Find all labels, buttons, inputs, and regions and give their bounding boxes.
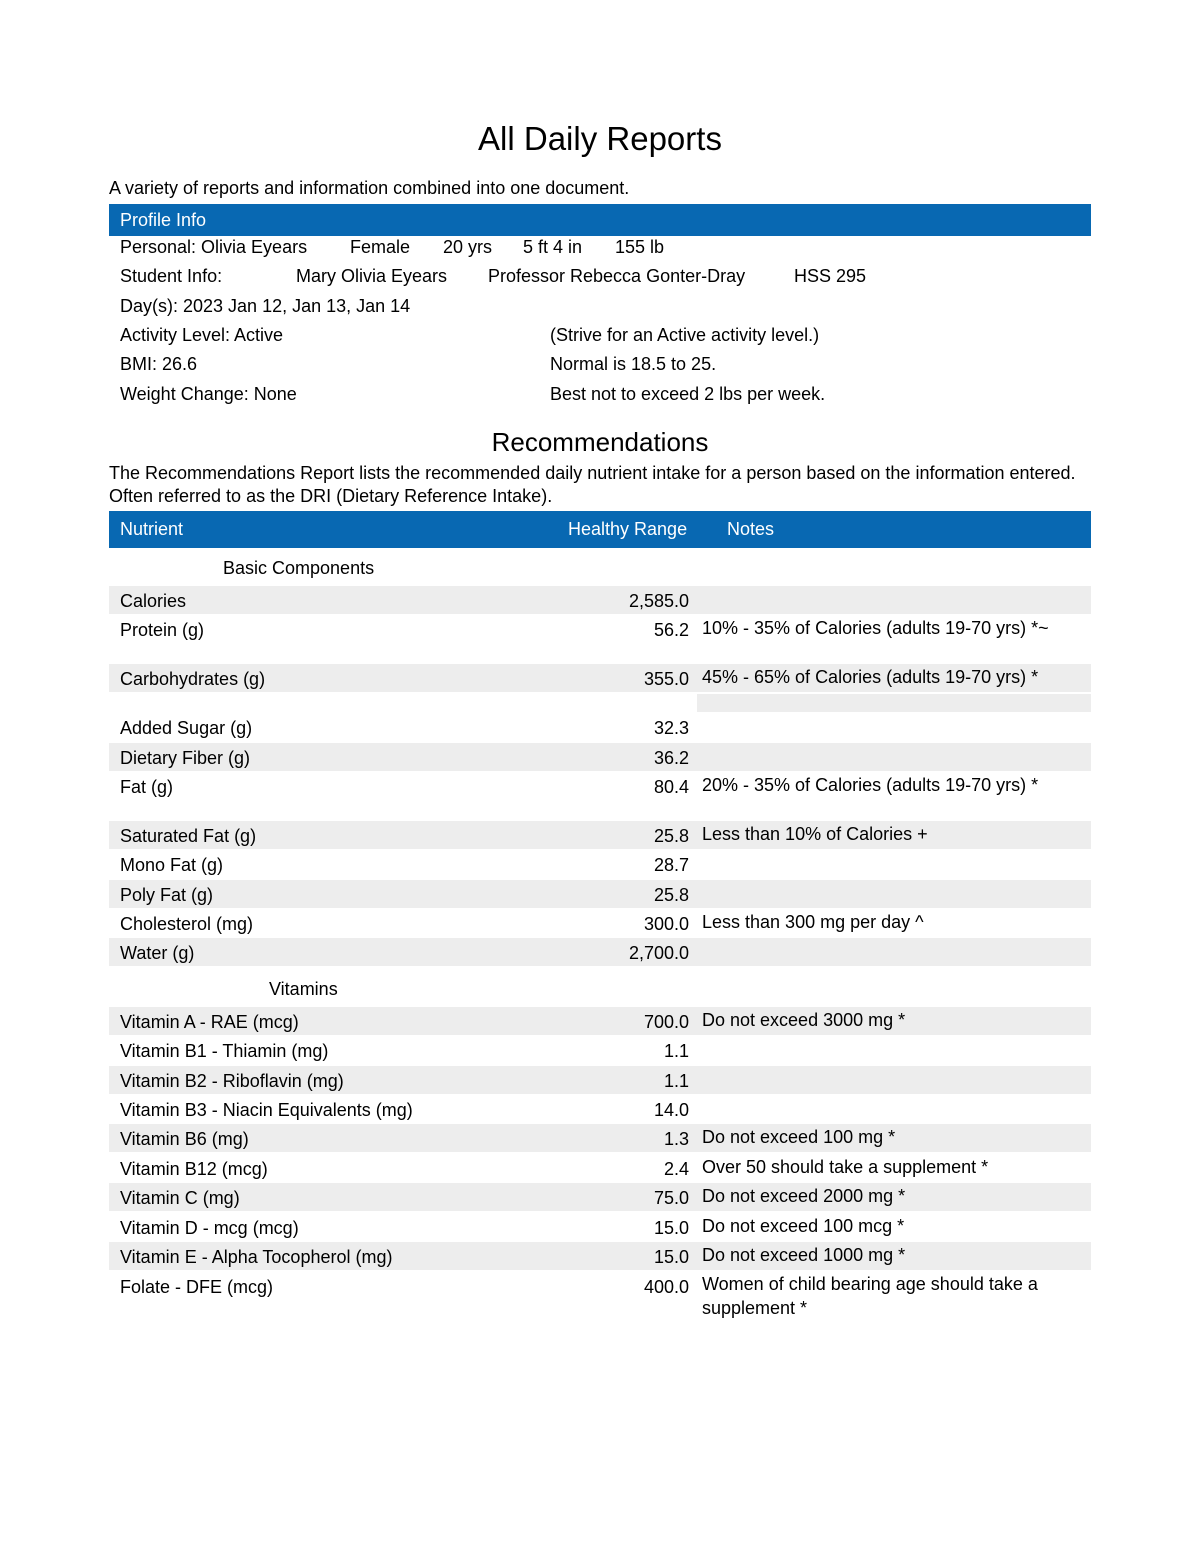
nutrient-note: 10% - 35% of Calories (adults 19-70 yrs) *~ — [702, 618, 1049, 638]
table-header-bar — [109, 511, 1091, 548]
nutrient-value: 75.0 — [653, 1188, 689, 1208]
nutrient-value: 15.0 — [653, 1218, 689, 1238]
profile-weight-change-row — [109, 380, 1091, 409]
personal-height: 5 ft 4 in — [523, 237, 583, 257]
profile-bmi-row — [109, 350, 1091, 379]
weight-change-note: Best not to exceed 2 lbs per week. — [550, 384, 826, 404]
nutrient-name: Folate - DFE (mcg) — [120, 1277, 274, 1297]
student-professor: Professor Rebecca Gonter-Dray — [488, 266, 746, 286]
profile-header-label: Profile Info — [120, 210, 207, 230]
bmi-label: BMI: 26.6 — [120, 354, 198, 374]
personal-sex: Female — [350, 237, 411, 257]
nutrient-value: 36.2 — [653, 748, 689, 768]
nutrient-name: Saturated Fat (g) — [120, 826, 257, 846]
group-label: Basic Components — [223, 558, 375, 578]
nutrient-name: Dietary Fiber (g) — [120, 748, 251, 768]
nutrient-name: Cholesterol (mg) — [120, 914, 254, 934]
bmi-note: Normal is 18.5 to 25. — [550, 354, 717, 374]
student-label: Student Info: — [120, 266, 223, 286]
nutrient-name: Vitamin D - mcg (mcg) — [120, 1218, 299, 1238]
nutrient-note: Do not exceed 3000 mg * — [702, 1010, 906, 1030]
nutrient-value: 25.8 — [653, 826, 689, 846]
nutrient-value: 14.0 — [653, 1100, 689, 1120]
nutrient-value: 32.3 — [653, 718, 689, 738]
nutrient-name: Vitamin B1 - Thiamin (mg) — [120, 1041, 329, 1061]
nutrient-name: Mono Fat (g) — [120, 855, 224, 875]
nutrient-note: Over 50 should take a supplement * — [702, 1157, 989, 1177]
nutrient-note: Do not exceed 1000 mg * — [702, 1245, 906, 1265]
profile-activity-row — [109, 321, 1091, 350]
student-name: Mary Olivia Eyears — [296, 266, 448, 286]
nutrient-note: Women of child bearing age should take a supplement * — [702, 1274, 1038, 1318]
nutrient-note: Less than 10% of Calories + — [702, 824, 928, 844]
note-shade — [697, 694, 1091, 712]
nutrient-name: Vitamin B3 - Niacin Equivalents (mg) — [120, 1100, 413, 1120]
nutrient-name: Vitamin B2 - Riboflavin (mg) — [120, 1071, 344, 1091]
recommendations-intro: The Recommendations Report lists the recommended daily nutrient intake for a person based on the information entered. Often referred to as the DRI (Dietary Reference Intake). — [109, 463, 1076, 506]
nutrient-value: 700.0 — [643, 1012, 689, 1032]
personal-age: 20 yrs — [443, 237, 493, 257]
nutrient-value: 300.0 — [643, 914, 689, 934]
nutrient-value: 1.1 — [663, 1041, 689, 1061]
nutrient-name: Vitamin B12 (mcg) — [120, 1159, 268, 1179]
activity-note: (Strive for an Active activity level.) — [550, 325, 820, 345]
weight-change-label: Weight Change: None — [120, 384, 297, 404]
personal-weight: 155 lb — [615, 237, 665, 257]
nutrient-value: 1.3 — [663, 1129, 689, 1149]
nutrient-name: Vitamin A - RAE (mcg) — [120, 1012, 299, 1032]
profile-personal-row — [109, 233, 1091, 262]
nutrient-name: Calories — [120, 591, 187, 611]
column-healthy-range: Healthy Range — [568, 519, 688, 539]
nutrient-name: Poly Fat (g) — [120, 885, 214, 905]
nutrient-note: 20% - 35% of Calories (adults 19-70 yrs) * — [702, 775, 1039, 795]
recommendations-heading: Recommendations — [491, 427, 709, 457]
personal-label: Personal: Olivia Eyears — [120, 237, 308, 257]
profile-student-row — [109, 262, 1091, 291]
nutrient-name: Vitamin C (mg) — [120, 1188, 240, 1208]
nutrient-name: Protein (g) — [120, 620, 205, 640]
nutrient-note: Do not exceed 100 mg * — [702, 1127, 896, 1147]
nutrient-name: Water (g) — [120, 943, 195, 963]
nutrient-value: 56.2 — [653, 620, 689, 640]
nutrient-value: 15.0 — [653, 1247, 689, 1267]
nutrient-value: 2.4 — [663, 1159, 689, 1179]
group-label: Vitamins — [269, 979, 338, 999]
nutrient-name: Vitamin E - Alpha Tocopherol (mg) — [120, 1247, 393, 1267]
page-title: All Daily Reports — [478, 120, 722, 157]
nutrient-value: 2,700.0 — [628, 943, 689, 963]
nutrient-note: Less than 300 mg per day ^ — [702, 912, 924, 932]
nutrient-note: Do not exceed 2000 mg * — [702, 1186, 906, 1206]
days-label: Day(s): 2023 Jan 12, Jan 13, Jan 14 — [120, 296, 411, 316]
nutrient-value: 400.0 — [643, 1277, 689, 1297]
nutrient-value: 2,585.0 — [628, 591, 689, 611]
column-notes: Notes — [727, 519, 775, 539]
column-nutrient: Nutrient — [120, 519, 184, 539]
nutrient-name: Carbohydrates (g) — [120, 669, 266, 689]
activity-label: Activity Level: Active — [120, 325, 284, 345]
nutrient-name: Added Sugar (g) — [120, 718, 253, 738]
profile-header-bar — [109, 204, 1091, 236]
nutrient-name: Fat (g) — [120, 777, 174, 797]
nutrient-value: 25.8 — [653, 885, 689, 905]
nutrient-value: 1.1 — [663, 1071, 689, 1091]
nutrient-name: Vitamin B6 (mg) — [120, 1129, 249, 1149]
profile-days-row — [109, 292, 1091, 321]
nutrient-value: 355.0 — [643, 669, 689, 689]
nutrient-note: 45% - 65% of Calories (adults 19-70 yrs) * — [702, 667, 1039, 687]
student-course: HSS 295 — [794, 266, 867, 286]
page-subtitle: A variety of reports and information combined into one document. — [109, 178, 630, 198]
nutrient-note: Do not exceed 100 mcg * — [702, 1216, 905, 1236]
nutrient-value: 80.4 — [653, 777, 689, 797]
nutrient-value: 28.7 — [653, 855, 689, 875]
